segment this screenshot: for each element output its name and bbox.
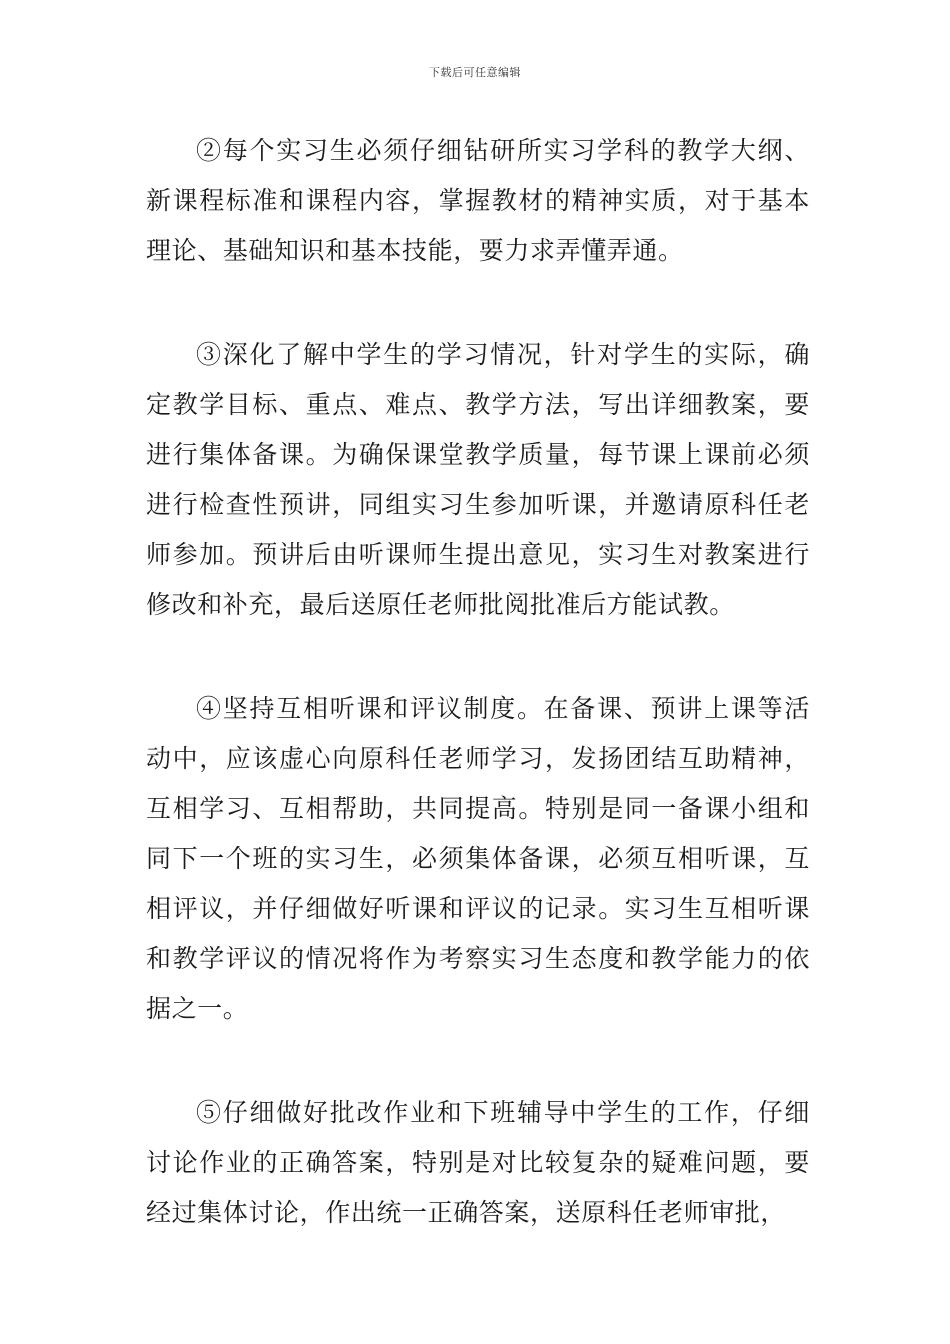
document-body bbox=[146, 126, 810, 1292]
paragraph-item-5: ⑤仔细做好批改作业和下班辅导中学生的工作，仔细讨论作业的正确答案，特别是对比较复杂的疑难问题，要经过集体讨论，作出统一正确答案，送原科任老师审批， bbox=[146, 1098, 810, 1227]
header-note: 下载后可任意编辑 bbox=[429, 66, 521, 79]
paragraph-item-4: ④坚持互相听课和评议制度。在备课、预讲上课等活动中，应该虚心向原科任老师学习，发扬团结互助精神，互相学习、互相帮助，共同提高。特别是同一备课小组和同下一个班的实习生，必须集体备课，必须互相听课，互相评议，并仔细做好听课和评议的记录。实习生互相听课和教学评议的情况将作为考察实习生态度和教学能力的依据之一。 bbox=[146, 694, 810, 1023]
paragraph-item-2: ②每个实习生必须仔细钻研所实习学科的教学大纲、新课程标准和课程内容，掌握教材的精神实质，对于基本理论、基础知识和基本技能，要力求弄懂弄通。 bbox=[146, 136, 810, 265]
paragraph-item-3: ③深化了解中学生的学习情况，针对学生的实际，确定教学目标、重点、难点、教学方法，写出详细教案，要进行集体备课。为确保课堂教学质量，每节课上课前必须进行检查性预讲，同组实习生参加听课，并邀请原科任老师参加。预讲后由听课师生提出意见，实习生对教案进行修改和补充，最后送原任老师批阅批准后方能试教。 bbox=[146, 340, 810, 619]
